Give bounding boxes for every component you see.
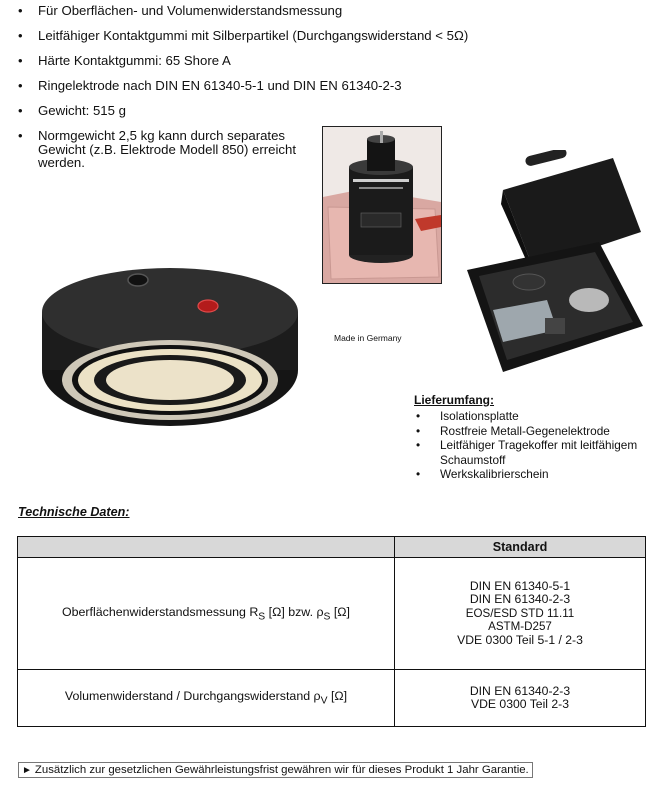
- measurement-text: [Ω]: [327, 689, 348, 704]
- arrow-right-icon: ►: [22, 765, 32, 776]
- electrode-on-mat-photo: [322, 126, 442, 284]
- table-header-row: [18, 537, 646, 558]
- made-in-label: Made in Germany: [334, 333, 402, 343]
- standards-cell: [395, 670, 646, 727]
- table-header-measurement: [18, 537, 395, 558]
- measurement-text: [Ω] bzw. ρ: [265, 604, 324, 619]
- standard-item: VDE 0300 Teil 5-1 / 2-3: [457, 632, 583, 647]
- standard-item: EOS/ESD STD 11.11: [465, 606, 575, 620]
- measurement-subscript: S: [323, 611, 331, 623]
- standard-item: DIN EN 61340-2-3: [469, 592, 571, 607]
- carrying-case-photo: [463, 150, 645, 380]
- feature-item: • Härte Kontaktgummi: 65 Shore A: [18, 54, 318, 68]
- delivery-list: [414, 409, 652, 482]
- feature-item: • Gewicht: 515 g: [18, 104, 318, 118]
- standard-item: DIN EN 61340-5-1: [469, 578, 571, 593]
- measurement-text: [Ω]: [330, 604, 350, 619]
- delivery-scope: [414, 393, 652, 482]
- measurement-subscript: S: [258, 611, 266, 623]
- measurement-text: Oberflächenwiderstandsmessung R: [62, 604, 259, 619]
- delivery-item: • Rostfreie Metall-Gegenelektrode: [414, 424, 652, 439]
- technical-data-title: Technische Daten:: [18, 505, 130, 519]
- table-header-standard: Standard: [395, 537, 646, 558]
- table-row: [18, 670, 646, 727]
- table-row: [18, 558, 646, 670]
- technical-data-table: [17, 536, 646, 727]
- measurement-subscript: V: [320, 695, 328, 707]
- delivery-item: • Leitfähiger Tragekoffer mit leitfähigem Schaumstoff: [414, 438, 652, 467]
- warranty-note: [18, 762, 533, 778]
- standard-item: DIN EN 61340-2-3: [469, 683, 571, 698]
- measurement-text: Volumenwiderstand / Durchgangswiderstand ρ: [64, 689, 321, 704]
- measurement-cell: [18, 558, 395, 670]
- delivery-item: • Werkskalibrierschein: [414, 467, 652, 482]
- standards-cell: [395, 558, 646, 670]
- delivery-item: • Isolationsplatte: [414, 409, 652, 424]
- delivery-title: Lieferumfang:: [414, 393, 495, 407]
- feature-item: • Für Oberflächen- und Volumenwiderstandsmessung: [18, 4, 318, 18]
- feature-item: • Leitfähiger Kontaktgummi mit Silberpartikel (Durchgangswiderstand < 5Ω): [18, 29, 318, 43]
- ring-electrode-photo: [36, 262, 304, 430]
- standard-item: VDE 0300 Teil 2-3: [470, 697, 569, 711]
- standard-item: ASTM-D257: [488, 620, 552, 634]
- measurement-cell: [18, 670, 395, 727]
- feature-item: • Normgewicht 2,5 kg kann durch separates Gewicht (z.B. Elektrode Modell 850) erreicht werden.: [18, 129, 328, 170]
- warranty-text: Zusätzlich zur gesetzlichen Gewährleistungsfrist gewähren wir für dieses Produkt 1 Jahr Garantie.: [34, 764, 529, 776]
- feature-list: [18, 3, 469, 181]
- feature-item: • Ringelektrode nach DIN EN 61340-5-1 und DIN EN 61340-2-3: [18, 79, 318, 93]
